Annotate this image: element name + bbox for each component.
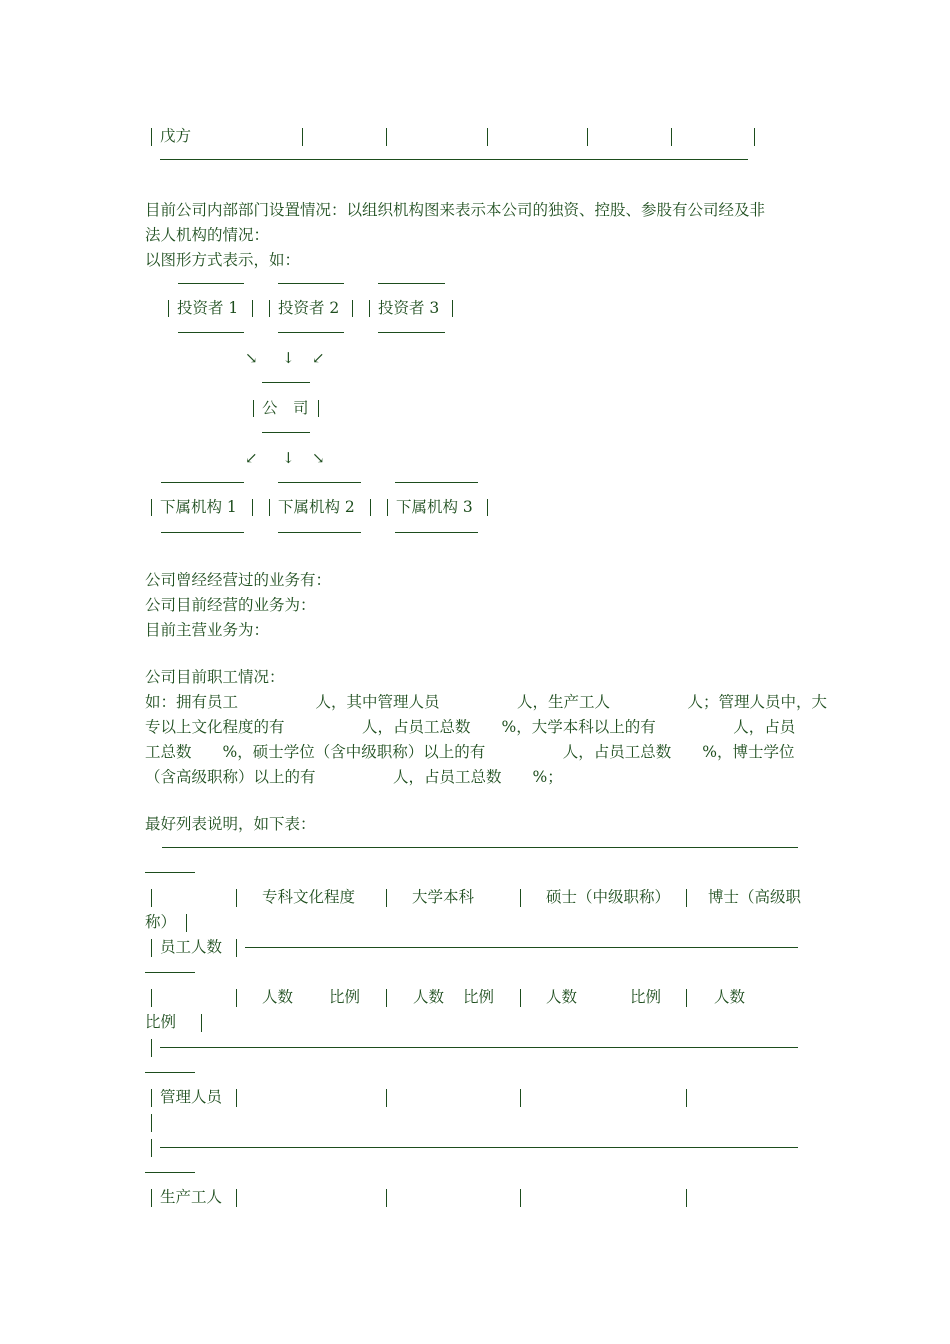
business-current: 公司目前经营的业务为： (145, 596, 316, 614)
party-label: 戊方 (160, 127, 192, 145)
box-rule (395, 482, 478, 483)
table-border (236, 889, 237, 907)
arrow-icon: ↙ (245, 449, 258, 467)
table-border (686, 1189, 687, 1207)
box-border (252, 300, 253, 317)
staff-line: 专以上文化程度的有 人，占员工总数 %，大学本科以上的有 人，占员 (145, 718, 796, 736)
sub-header: 人数 (546, 988, 578, 1006)
table-border (686, 889, 687, 907)
box-border (151, 499, 152, 516)
table-rule (162, 847, 798, 848)
sub-header: 人数 (413, 988, 445, 1006)
table-border (151, 128, 152, 146)
box-border (318, 400, 319, 417)
table-border (520, 889, 521, 907)
table-border (302, 128, 303, 146)
table-border (686, 989, 687, 1007)
table-rule (145, 1072, 195, 1073)
subsidiary-box: 下属机构 1 (160, 498, 237, 516)
table-border (386, 1189, 387, 1207)
arrow-icon: ↘ (312, 449, 325, 467)
table-border (520, 989, 521, 1007)
table-intro: 最好列表说明，如下表： (145, 815, 316, 833)
sub-header-tail: 比例 (145, 1013, 177, 1031)
staff-line: 工总数 %，硕士学位（含中级职称）以上的有 人，占员工总数 %，博士学位 (145, 743, 795, 761)
table-border (520, 1189, 521, 1207)
table-border (236, 939, 237, 957)
table-border (151, 989, 152, 1007)
table-border (151, 1089, 152, 1107)
org-intro-line1: 目前公司内部部门设置情况：以组织机构图来表示本公司的独资、控股、参股有公司经及非 (145, 201, 766, 219)
table-row-label: 生产工人 (160, 1188, 223, 1206)
box-rule (178, 283, 244, 284)
table-border (151, 1139, 152, 1157)
col-header: 大学本科 (412, 888, 475, 906)
box-rule (161, 482, 244, 483)
box-border (370, 499, 371, 516)
subsidiary-box: 下属机构 2 (278, 498, 355, 516)
table-border (236, 989, 237, 1007)
box-border (352, 300, 353, 317)
table-border (386, 128, 387, 146)
table-border (236, 1189, 237, 1207)
org-intro-line3: 以图形方式表示，如： (145, 251, 301, 269)
box-rule (278, 332, 344, 333)
box-border (168, 300, 169, 317)
table-border (151, 1114, 152, 1132)
col-header-tail: 称） (145, 913, 177, 931)
investor-box: 投资者 3 (378, 299, 440, 317)
box-rule (161, 532, 244, 533)
table-border (487, 128, 488, 146)
arrow-icon: ↘ (245, 349, 258, 367)
box-rule (178, 332, 244, 333)
sub-header: 比例 (463, 988, 495, 1006)
table-rule (145, 972, 195, 973)
box-border (252, 499, 253, 516)
investor-box: 投资者 2 (278, 299, 340, 317)
row-header: 员工人数 (160, 938, 223, 956)
box-border (452, 300, 453, 317)
table-border (386, 1089, 387, 1107)
business-main: 目前主营业务为： (145, 621, 270, 639)
box-border (269, 499, 270, 516)
table-border (386, 989, 387, 1007)
col-header: 专科文化程度 (262, 888, 356, 906)
table-border (151, 889, 152, 907)
table-border (386, 889, 387, 907)
table-rule (145, 1172, 195, 1173)
box-rule (262, 382, 310, 383)
table-row-label: 管理人员 (160, 1088, 223, 1106)
box-rule (262, 432, 310, 433)
table-border (754, 128, 755, 146)
arrow-icon: ↙ (312, 349, 325, 367)
table-border (151, 1189, 152, 1207)
box-rule (395, 532, 478, 533)
table-border (671, 128, 672, 146)
col-header: 博士（高级职 (708, 888, 802, 906)
table-rule (160, 159, 748, 160)
box-rule (378, 332, 445, 333)
box-border (269, 300, 270, 317)
box-rule (278, 283, 344, 284)
table-border (151, 1039, 152, 1057)
arrow-icon: ↓ (282, 349, 295, 367)
arrow-icon: ↓ (282, 449, 295, 467)
sub-header: 比例 (329, 988, 361, 1006)
org-intro-line2: 法人机构的情况： (145, 226, 270, 244)
business-past: 公司曾经经营过的业务有： (145, 571, 332, 589)
col-header: 硕士（中级职称） (546, 888, 671, 906)
staff-title: 公司目前职工情况： (145, 668, 285, 686)
table-rule (160, 1047, 798, 1048)
table-border (236, 1089, 237, 1107)
company-box: 公 司 (262, 399, 309, 417)
box-border (253, 400, 254, 417)
box-rule (278, 482, 361, 483)
box-rule (278, 532, 361, 533)
table-rule (160, 1147, 798, 1148)
box-border (387, 499, 388, 516)
box-rule (378, 283, 445, 284)
table-rule (145, 872, 195, 873)
table-border (186, 914, 187, 932)
subsidiary-box: 下属机构 3 (396, 498, 473, 516)
box-border (369, 300, 370, 317)
staff-line: （含高级职称）以上的有 人，占员工总数 %； (145, 768, 563, 786)
sub-header: 人数 (714, 988, 746, 1006)
staff-line: 如：拥有员工 人，其中管理人员 人，生产工人 人；管理人员中，大 (145, 693, 828, 711)
table-border (587, 128, 588, 146)
investor-box: 投资者 1 (177, 299, 239, 317)
table-border (151, 939, 152, 957)
sub-header: 比例 (630, 988, 662, 1006)
table-border (686, 1089, 687, 1107)
table-border (201, 1014, 202, 1032)
box-border (487, 499, 488, 516)
sub-header: 人数 (262, 988, 294, 1006)
table-border (520, 1089, 521, 1107)
table-rule (245, 947, 798, 948)
